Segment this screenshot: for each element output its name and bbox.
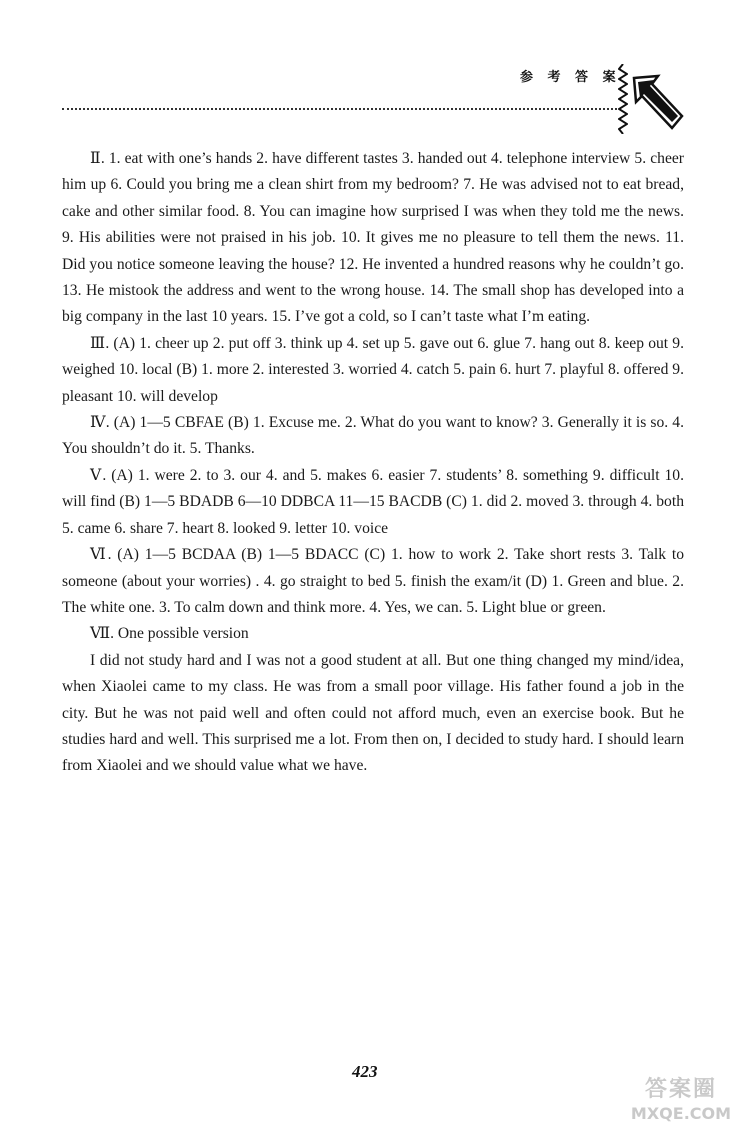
zigzag-border-decoration: [618, 64, 628, 134]
arrow-icon: [628, 68, 684, 140]
watermark-url: MXQE.COM: [630, 1104, 732, 1123]
sample-essay: I did not study hard and I was not a good student at all. But one thing changed my mind/idea, when Xiaolei came to my class. He was from a small poor village. His father found a job in the city. But he was not paid well and often could not afford much, even an exercise book. But he studies hard and well. This surprised me a lot. From then on, I decided to study hard. I should learn from Xiaolei and we should value what we have.: [62, 651, 684, 775]
answer-section-4: Ⅳ. (A) 1—5 CBFAE (B) 1. Excuse me. 2. What do you want to know? 3. Generally it is so. 4. You shouldn’t do it. 5. Thanks.: [62, 414, 684, 458]
watermark-logo: 答案圈: [644, 1077, 717, 1102]
header-divider: [62, 108, 617, 110]
page-number: 423: [352, 1062, 378, 1081]
answer-text: [62, 146, 684, 780]
answer-section-6: Ⅵ. (A) 1—5 BCDAA (B) 1—5 BDACC (C) 1. how to work 2. Take short rests 3. Talk to someone (about your worries) . 4. go straight to bed 5. finish the exam/it (D) 1. Green and blue. 2. The white one. 3. To calm down and think more. 4. Yes, we can. 5. Light blue or green.: [62, 546, 684, 616]
answer-section-5: Ⅴ. (A) 1. were 2. to 3. our 4. and 5. makes 6. easier 7. students’ 8. something 9. difficult 10. will find (B) 1—5 BDADB 6—10 DDBCA 11—15 BACDB (C) 1. did 2. moved 3. through 4. both 5. came 6. share 7. heart 8. looked 9. letter 10. voice: [62, 466, 684, 537]
header-title: 参 考 答 案: [520, 70, 621, 85]
answer-section-3: Ⅲ. (A) 1. cheer up 2. put off 3. think up 4. set up 5. gave out 6. glue 7. hang out 8. keep out 9. weighed 10. local (B) 1. more 2. interested 3. worried 4. catch 5. pain 6. hurt 7. playful 8. offered 9. pleasant 10. will develop: [62, 334, 684, 405]
answer-section-2: Ⅱ. 1. eat with one’s hands 2. have different tastes 3. handed out 4. telephone interview 5. cheer him up 6. Could you bring me a clean shirt from my bedroom? 7. He was advised not to eat bread, cake and other similar food. 8. You can imagine how surprised I was when they told me the news. 9. His abilities were not praised in his job. 10. It gives me no pleasure to tell them the news. 11. Did you notice someone leaving the house? 12. He invented a hundred reasons why he couldn’t go. 13. He mistook the address and went to the wrong house. 14. The small shop has developed into a big company in the last 10 years. 15. I’ve got a cold, so I can’t taste what I’m eating.: [62, 150, 684, 326]
watermark: [618, 1076, 744, 1126]
answer-section-7-heading: Ⅶ. One possible version: [90, 625, 249, 643]
